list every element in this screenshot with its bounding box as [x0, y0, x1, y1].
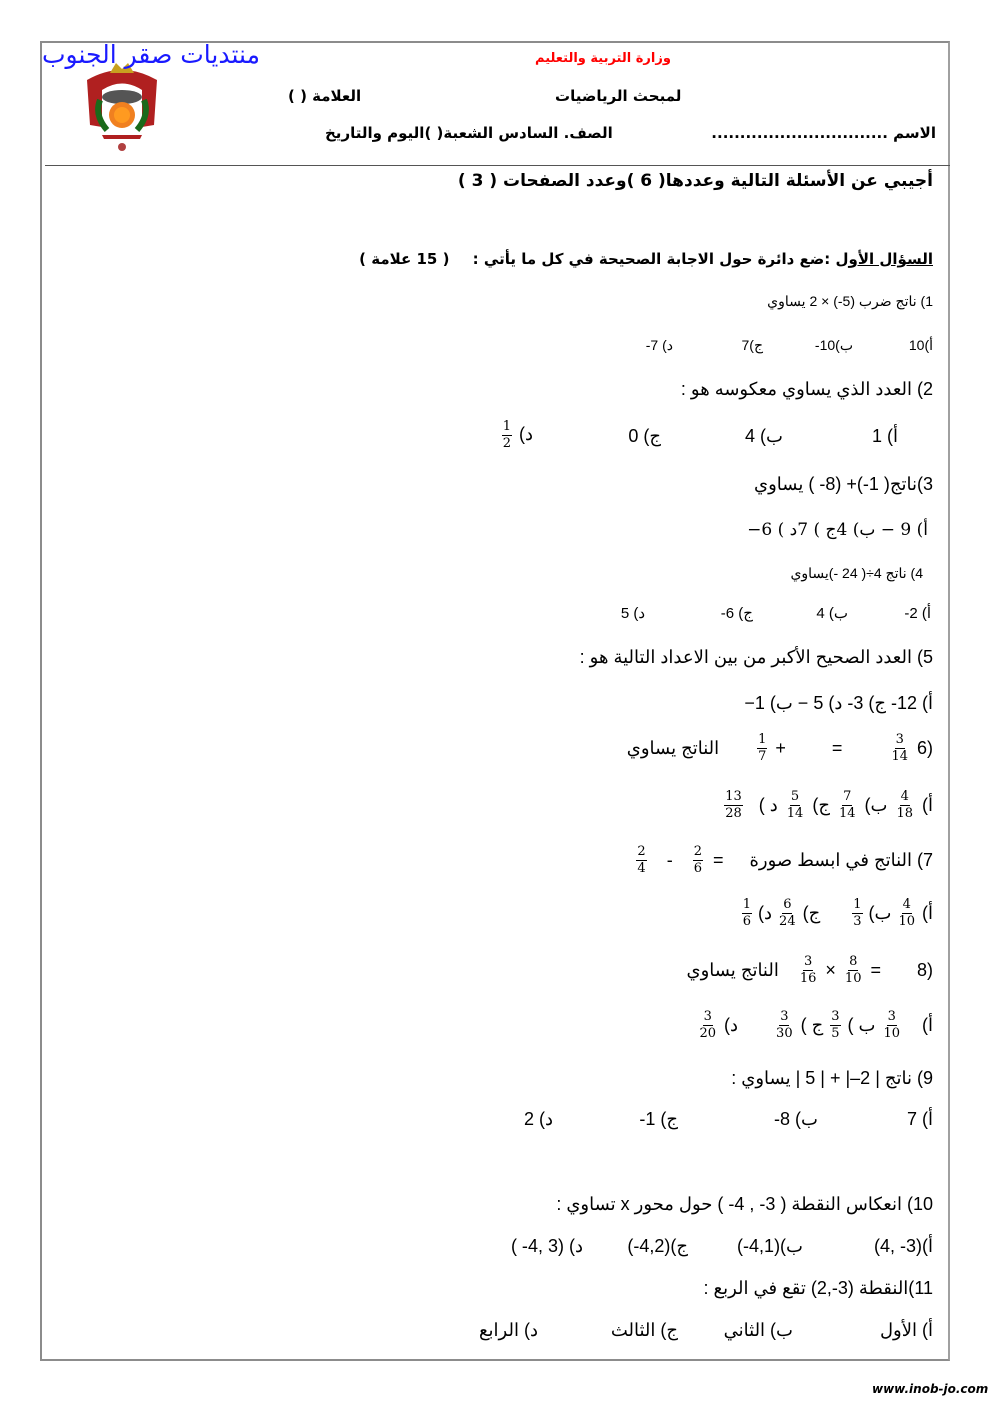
name-field[interactable]: الاسم ...............................: [711, 124, 936, 142]
q6-number: (6: [916, 737, 933, 758]
fraction: $\frac{3}{10}$: [883, 1009, 900, 1041]
q10-option-a[interactable]: أ)(3- ,4): [873, 1236, 933, 1256]
q2-option-c[interactable]: ج) 0: [628, 426, 661, 446]
q4-option-d[interactable]: د) 5: [620, 605, 645, 622]
class-date-field[interactable]: الصف. السادس الشعبة( )اليوم والتاريخ: [325, 124, 613, 142]
section1-heading: [359, 250, 933, 268]
subject-label: لمبحث الرياضيات: [555, 87, 682, 105]
q4-text: 4) ناتج 4÷( 24 -)يساوي: [790, 565, 923, 581]
q9-option-b[interactable]: ب) 8-: [774, 1109, 818, 1129]
q1-option-b[interactable]: ب)10-: [814, 337, 853, 353]
q4-option-b[interactable]: ب) 4: [816, 605, 848, 622]
q1-text: 1) ناتج ضرب (5-) × 2 يساوي: [767, 293, 933, 309]
q8-options[interactable]: أ) $\frac{3}{10}$ ب ) $\frac{3}{5}$ ج ) $\frac{3}{30}$ د) $\frac{3}{20}$: [699, 1009, 933, 1041]
q5-text: 5) العدد الصحيح الأكبر من بين الاعداد التالية هو :: [579, 647, 933, 667]
fraction: $\frac{3}{30}$: [776, 1009, 793, 1041]
mark-field[interactable]: العلامة ( ): [288, 87, 362, 105]
q8-text: (8 = $\frac{8}{10}$ × $\frac{3}{16}$ الناتج يساوي: [686, 954, 933, 986]
fraction: $\frac{1}{3}$: [853, 897, 862, 929]
q1-option-c[interactable]: ج)7: [741, 337, 763, 353]
q10-option-d[interactable]: د) (3 ,4- ): [510, 1236, 583, 1256]
fraction: $\frac{1}{6}$: [742, 897, 752, 929]
section1-instruction: :ضع دائرة حول الاجابة الصحيحة في كل ما يأتي :: [472, 250, 831, 268]
fraction: $\frac{3}{14}$: [891, 732, 908, 764]
emblem-icon: [72, 55, 172, 155]
q3-options[interactable]: أ) 9 − ب) 4ج ) 7د ) 6−: [747, 520, 928, 540]
q4-option-a[interactable]: أ) 2-: [904, 605, 931, 622]
watermark-text: منتديات صقر الجنوب: [42, 40, 260, 69]
q1-option-d[interactable]: د) 7-: [645, 337, 673, 353]
q1-option-a[interactable]: أ)10: [908, 337, 933, 353]
q10-text: 10) انعكاس النقطة ( 3- , 4- ) حول محور x تساوي :: [556, 1194, 933, 1214]
q2-option-b[interactable]: ب) 4: [745, 426, 783, 446]
q9-option-d[interactable]: د) 2: [523, 1109, 553, 1129]
q11-option-d[interactable]: د) الرابع: [478, 1320, 538, 1340]
fraction: $\frac{3}{20}$: [699, 1009, 717, 1041]
q2-option-a[interactable]: أ) 1: [871, 426, 898, 446]
fraction: $\frac{4}{10}$: [898, 897, 915, 929]
instructions: أجيبي عن الأسئلة التالية وعددها( 6 )وعدد الصفحات ( 3 ): [457, 171, 933, 191]
fraction: $\frac{2}{6}$: [693, 844, 702, 876]
fraction: $\frac{1}{2}$: [502, 419, 511, 451]
fraction: $\frac{4}{18}$: [896, 789, 913, 821]
q4-option-c[interactable]: ج) 6-: [720, 605, 753, 622]
fraction: $\frac{6}{24}$: [779, 897, 796, 929]
q9-option-a[interactable]: أ) 7: [906, 1109, 933, 1129]
q7-options[interactable]: أ) $\frac{4}{10}$ ب) $\frac{1}{3}$ ج) $\frac{6}{24}$ د) $\frac{1}{6}$: [742, 897, 933, 929]
q6-text: (6 $\frac{3}{14}$ = + $\frac{1}{7}$ الناتج يساوي: [626, 732, 933, 764]
q11-option-a[interactable]: أ) الأول: [879, 1320, 933, 1340]
q11-option-b[interactable]: ب) الثاني: [723, 1320, 793, 1340]
q11-text: 11)النقطة (3-,2) تقع في الربع :: [703, 1278, 933, 1298]
fraction: $\frac{1}{7}$: [758, 732, 767, 764]
q9-option-c[interactable]: ج) 1-: [639, 1109, 678, 1129]
q10-option-b[interactable]: ب)(4,1-): [737, 1236, 803, 1256]
fraction: $\frac{7}{14}$: [838, 789, 856, 821]
fraction: $\frac{8}{10}$: [844, 954, 862, 986]
header-divider: [45, 165, 950, 166]
q11-option-c[interactable]: ج) الثالث: [610, 1320, 678, 1340]
q5-options[interactable]: أ) 12- ج) 3- د) 5 − ب) 1−: [744, 693, 933, 713]
q10-option-c[interactable]: ج)(4,2-): [627, 1236, 688, 1256]
fraction: $\frac{2}{4}$: [637, 844, 646, 876]
fraction: $\frac{3}{5}$: [831, 1009, 840, 1041]
q9-text: 9) ناتج | 2–| + | 5 | يساوي :: [731, 1068, 933, 1088]
ministry-title: وزارة التربية والتعليم: [535, 51, 671, 66]
q6-options[interactable]: أ) $\frac{4}{18}$ ب) $\frac{7}{14}$ ج) $\frac{5}{14}$ د ) $\frac{13}{28}$: [725, 789, 933, 821]
fraction: $\frac{5}{14}$: [786, 789, 804, 821]
q7-text: 7) الناتج في ابسط صورة = $\frac{2}{6}$ - $\frac{2}{4}$: [637, 844, 933, 876]
fraction: $\frac{3}{16}$: [799, 954, 817, 986]
q2-option-d[interactable]: [500, 420, 533, 450]
q2-option-d-label: د): [518, 423, 533, 444]
q2-text: 2) العدد الذي يساوي معكوسه هو :: [680, 379, 933, 399]
fraction: $\frac{13}{28}$: [725, 789, 742, 821]
footer-url-link[interactable]: www.inob-jo.com: [872, 1382, 989, 1396]
q3-text: 3)ناتج( 1-)+ (8- ) يساوي: [754, 474, 933, 494]
section1-title: السؤال الأول: [835, 250, 933, 268]
section1-marks: ( 15 علامة ): [359, 250, 450, 268]
